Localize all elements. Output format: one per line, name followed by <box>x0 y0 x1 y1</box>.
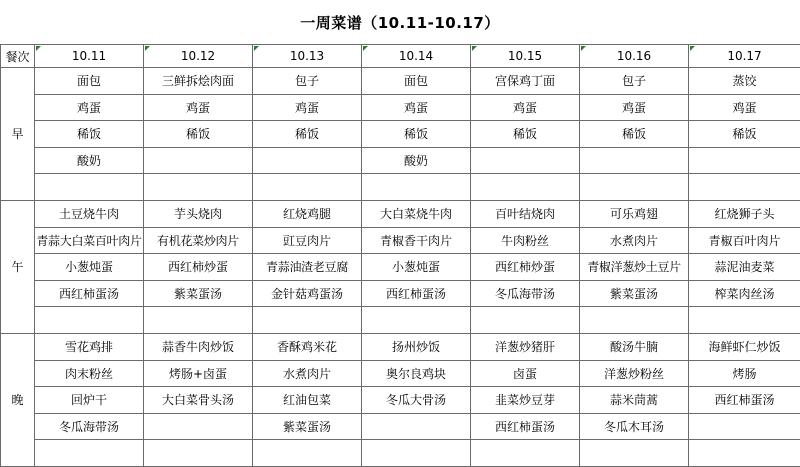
dish-cell: 紫菜蛋汤 <box>580 280 689 307</box>
dish-cell: 青蒜大白菜百叶肉片 <box>35 227 144 254</box>
date-header: 10.15 <box>471 45 580 68</box>
table-row <box>1 413 800 440</box>
meal-label: 午 <box>1 200 35 333</box>
dish-cell: 蒜米茼蒿 <box>580 387 689 414</box>
dish-cell <box>144 147 253 174</box>
table-row <box>1 387 800 414</box>
meal-label: 晚 <box>1 333 35 466</box>
dish-cell: 大白菜骨头汤 <box>144 387 253 414</box>
table-row <box>1 227 800 254</box>
dish-cell <box>362 440 471 467</box>
date-header: 10.14 <box>362 45 471 68</box>
dish-cell: 宫保鸡丁面 <box>471 68 580 95</box>
dish-cell: 卤蛋 <box>471 360 580 387</box>
dish-cell: 稀饭 <box>253 121 362 148</box>
dish-cell: 香酥鸡米花 <box>253 333 362 360</box>
table-row <box>1 254 800 281</box>
table-row <box>1 200 800 227</box>
dish-cell: 包子 <box>580 68 689 95</box>
header-row <box>1 45 800 68</box>
dish-cell: 洋葱炒粉丝 <box>580 360 689 387</box>
dish-cell: 有机花菜炒肉片 <box>144 227 253 254</box>
date-header: 10.13 <box>253 45 362 68</box>
date-header: 10.16 <box>580 45 689 68</box>
dish-cell: 青蒜油渣老豆腐 <box>253 254 362 281</box>
dish-cell: 可乐鸡翅 <box>580 200 689 227</box>
dish-cell: 紫菜蛋汤 <box>253 413 362 440</box>
dish-cell: 蒸饺 <box>689 68 800 95</box>
menu-table <box>0 44 800 467</box>
dish-cell: 水煮肉片 <box>580 227 689 254</box>
table-row <box>1 147 800 174</box>
dish-cell: 青椒香干肉片 <box>362 227 471 254</box>
dish-cell <box>580 440 689 467</box>
dish-cell <box>580 174 689 201</box>
dish-cell <box>580 307 689 334</box>
dish-cell: 鸡蛋 <box>144 94 253 121</box>
dish-cell: 青椒百叶肉片 <box>689 227 800 254</box>
dish-cell: 小葱炖蛋 <box>362 254 471 281</box>
dish-cell: 蒜香牛肉炒饭 <box>144 333 253 360</box>
dish-cell <box>35 174 144 201</box>
dish-cell <box>253 440 362 467</box>
dish-cell <box>35 307 144 334</box>
meal-column-header: 餐次 <box>1 45 35 68</box>
dish-cell: 奥尔良鸡块 <box>362 360 471 387</box>
dish-cell: 金针菇鸡蛋汤 <box>253 280 362 307</box>
dish-cell: 榨菜肉丝汤 <box>689 280 800 307</box>
dish-cell: 稀饭 <box>362 121 471 148</box>
dish-cell: 烤肠+卤蛋 <box>144 360 253 387</box>
dish-cell <box>253 147 362 174</box>
dish-cell: 三鲜拆烩肉面 <box>144 68 253 95</box>
table-row <box>1 94 800 121</box>
date-header: 10.11 <box>35 45 144 68</box>
page-title: 一周菜谱（10.11-10.17） <box>0 0 800 44</box>
dish-cell <box>689 307 800 334</box>
dish-cell: 土豆烧牛肉 <box>35 200 144 227</box>
dish-cell: 芋头烧肉 <box>144 200 253 227</box>
dish-cell: 洋葱炒猪肝 <box>471 333 580 360</box>
dish-cell: 冬瓜大骨汤 <box>362 387 471 414</box>
dish-cell: 西红柿蛋汤 <box>471 413 580 440</box>
dish-cell: 紫菜蛋汤 <box>144 280 253 307</box>
dish-cell: 稀饭 <box>35 121 144 148</box>
dish-cell: 雪花鸡排 <box>35 333 144 360</box>
dish-cell: 面包 <box>35 68 144 95</box>
dish-cell: 西红柿炒蛋 <box>144 254 253 281</box>
dish-cell: 包子 <box>253 68 362 95</box>
dish-cell: 鸡蛋 <box>253 94 362 121</box>
dish-cell: 鸡蛋 <box>362 94 471 121</box>
dish-cell: 海鲜虾仁炒饭 <box>689 333 800 360</box>
dish-cell: 冬瓜海带汤 <box>35 413 144 440</box>
dish-cell <box>362 413 471 440</box>
dish-cell: 鸡蛋 <box>580 94 689 121</box>
dish-cell: 冬瓜木耳汤 <box>580 413 689 440</box>
table-row <box>1 121 800 148</box>
table-row <box>1 68 800 95</box>
dish-cell: 百叶结烧肉 <box>471 200 580 227</box>
dish-cell: 鸡蛋 <box>689 94 800 121</box>
dish-cell: 面包 <box>362 68 471 95</box>
table-row <box>1 280 800 307</box>
dish-cell: 红油包菜 <box>253 387 362 414</box>
dish-cell <box>471 147 580 174</box>
dish-cell: 牛肉粉丝 <box>471 227 580 254</box>
dish-cell <box>362 307 471 334</box>
dish-cell: 水煮肉片 <box>253 360 362 387</box>
dish-cell <box>689 174 800 201</box>
dish-cell: 红烧鸡腿 <box>253 200 362 227</box>
dish-cell <box>471 174 580 201</box>
dish-cell: 冬瓜海带汤 <box>471 280 580 307</box>
dish-cell: 西红柿蛋汤 <box>362 280 471 307</box>
dish-cell: 鸡蛋 <box>471 94 580 121</box>
date-header: 10.12 <box>144 45 253 68</box>
dish-cell: 稀饭 <box>471 121 580 148</box>
table-row <box>1 360 800 387</box>
dish-cell: 肉末粉丝 <box>35 360 144 387</box>
dish-cell <box>471 440 580 467</box>
dish-cell: 大白菜烧牛肉 <box>362 200 471 227</box>
dish-cell: 红烧狮子头 <box>689 200 800 227</box>
dish-cell: 韭菜炒豆芽 <box>471 387 580 414</box>
dish-cell: 稀饭 <box>144 121 253 148</box>
dish-cell <box>253 174 362 201</box>
dish-cell: 小葱炖蛋 <box>35 254 144 281</box>
dish-cell <box>471 307 580 334</box>
dish-cell <box>144 413 253 440</box>
dish-cell: 稀饭 <box>689 121 800 148</box>
dish-cell: 豇豆肉片 <box>253 227 362 254</box>
dish-cell: 稀饭 <box>580 121 689 148</box>
dish-cell: 西红柿蛋汤 <box>35 280 144 307</box>
table-row <box>1 333 800 360</box>
dish-cell: 酸汤牛腩 <box>580 333 689 360</box>
table-row <box>1 307 800 334</box>
dish-cell <box>35 440 144 467</box>
dish-cell: 鸡蛋 <box>35 94 144 121</box>
dish-cell <box>580 147 689 174</box>
dish-cell: 酸奶 <box>35 147 144 174</box>
dish-cell <box>144 440 253 467</box>
dish-cell: 烤肠 <box>689 360 800 387</box>
date-header: 10.17 <box>689 45 800 68</box>
dish-cell: 西红柿蛋汤 <box>689 387 800 414</box>
dish-cell: 酸奶 <box>362 147 471 174</box>
dish-cell <box>689 147 800 174</box>
dish-cell <box>253 307 362 334</box>
dish-cell <box>144 307 253 334</box>
dish-cell <box>689 413 800 440</box>
dish-cell <box>362 174 471 201</box>
dish-cell: 蒜泥油麦菜 <box>689 254 800 281</box>
dish-cell: 西红柿炒蛋 <box>471 254 580 281</box>
table-row <box>1 440 800 467</box>
meal-label: 早 <box>1 68 35 201</box>
table-row <box>1 174 800 201</box>
dish-cell: 回炉干 <box>35 387 144 414</box>
dish-cell: 青椒洋葱炒土豆片 <box>580 254 689 281</box>
dish-cell: 扬州炒饭 <box>362 333 471 360</box>
dish-cell <box>689 440 800 467</box>
dish-cell <box>144 174 253 201</box>
